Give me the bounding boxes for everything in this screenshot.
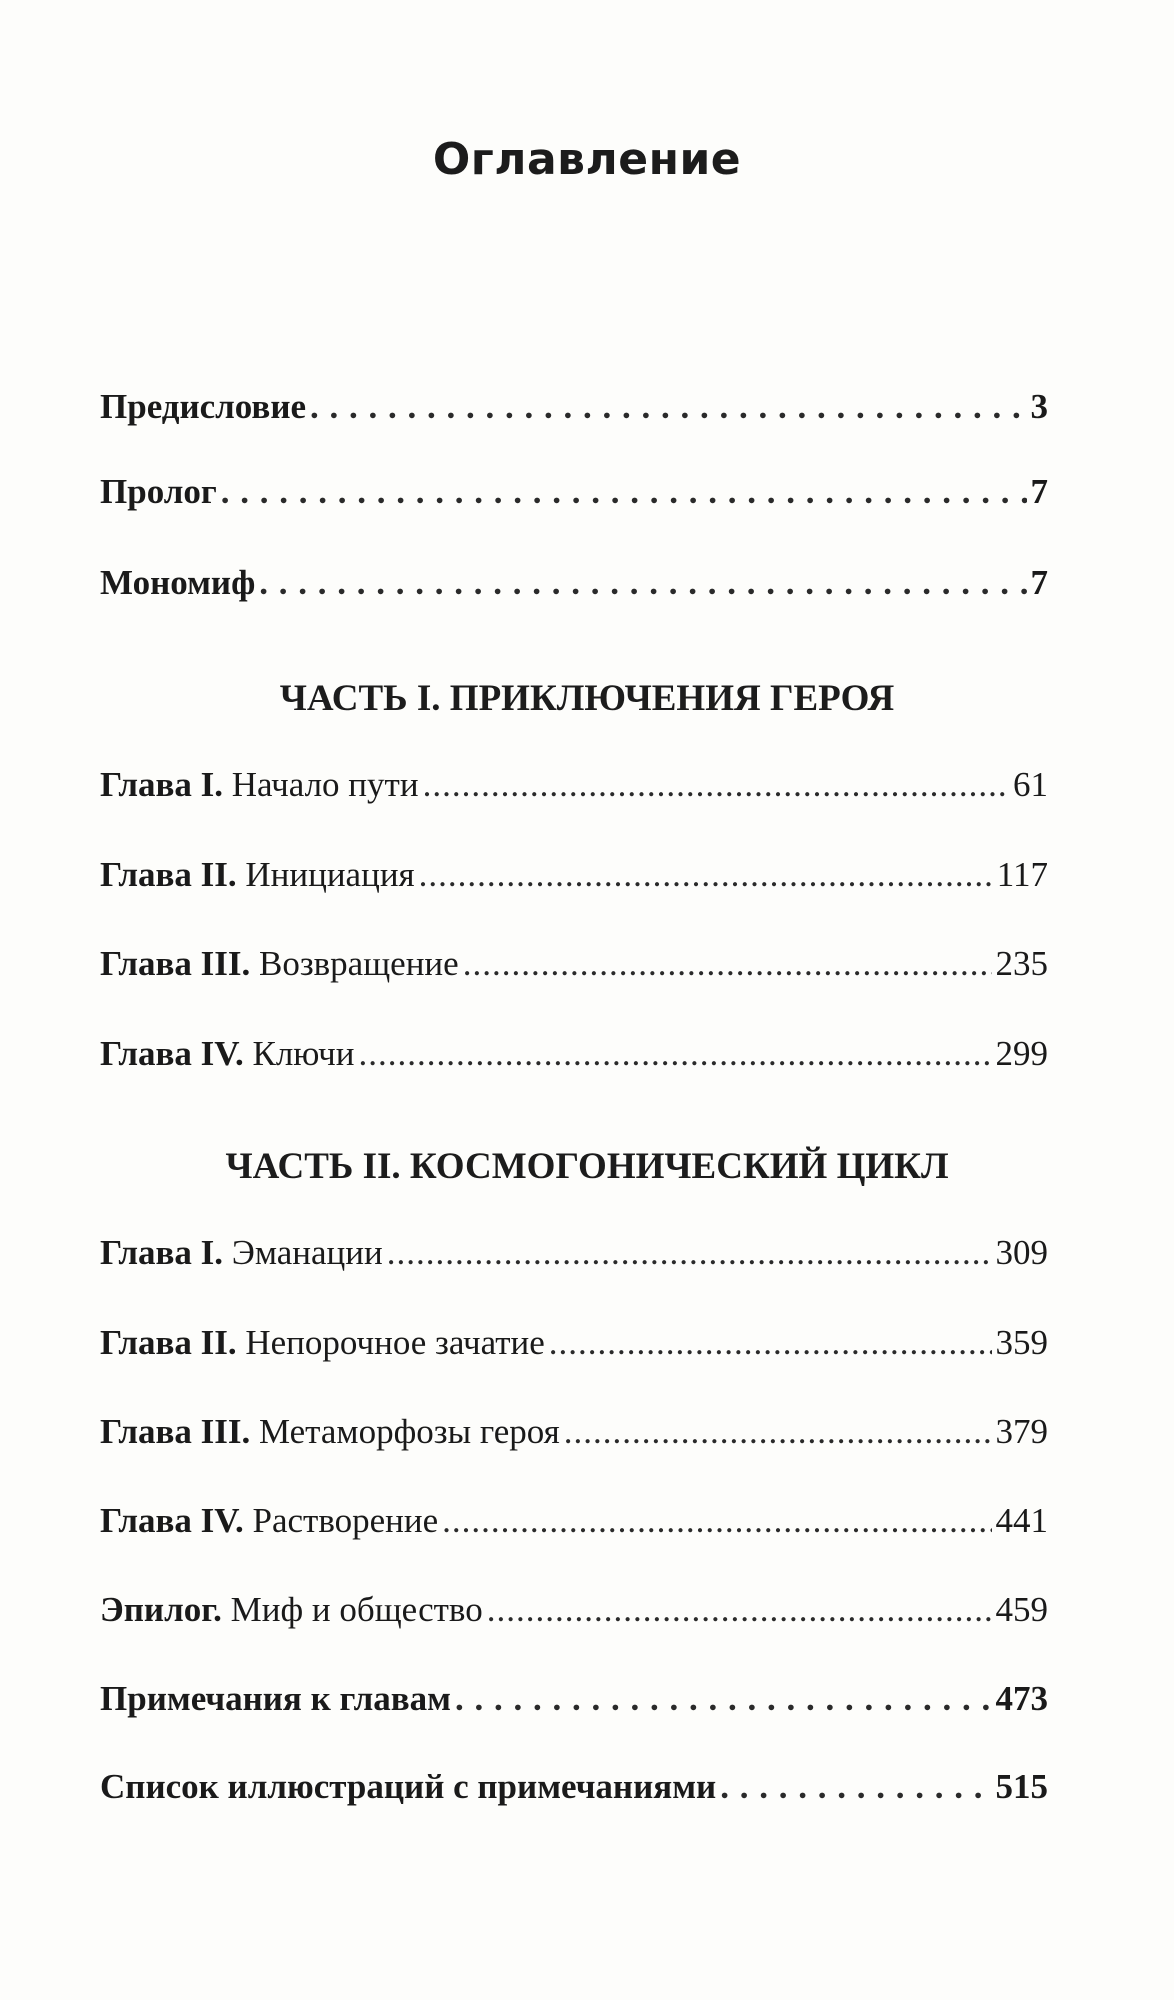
- toc-entry-page: 299: [995, 1034, 1048, 1073]
- toc-entry-part2-chapter1[interactable]: [100, 1232, 1048, 1274]
- toc-entry-label: [100, 1589, 483, 1631]
- dot-leader: [358, 1033, 991, 1075]
- toc-entry-page: 7: [1030, 472, 1048, 511]
- chapter-title: Эманации: [231, 1233, 383, 1272]
- toc-entry-page: 459: [995, 1590, 1048, 1629]
- toc-entry-page: 515: [995, 1767, 1048, 1806]
- chapter-title: Метаморфозы героя: [258, 1412, 560, 1451]
- toc-entry-label: Пролог: [100, 472, 217, 511]
- toc-entry-label: [100, 1322, 545, 1364]
- chapter-title: Ключи: [252, 1034, 355, 1073]
- toc-entry-part1-chapter2[interactable]: [100, 854, 1048, 896]
- part-heading-1: ЧАСТЬ I. ПРИКЛЮЧЕНИЯ ГЕРОЯ: [279, 678, 895, 719]
- dot-leader: [310, 386, 1026, 428]
- toc-entry-part2-chapter2[interactable]: [100, 1322, 1048, 1364]
- chapter-title: Инициация: [245, 855, 415, 894]
- toc-entry-illustrations[interactable]: [100, 1766, 1048, 1808]
- dot-leader: [463, 943, 992, 985]
- chapter-number: Глава II.: [100, 855, 237, 894]
- chapter-number: Глава II.: [100, 1323, 237, 1362]
- dot-leader: [549, 1322, 992, 1364]
- toc-entry-page: 7: [1030, 563, 1048, 602]
- toc-entry-label: [100, 1033, 354, 1075]
- toc-entry-label: Мономиф: [100, 563, 256, 602]
- toc-entry-epilogue[interactable]: [100, 1589, 1048, 1631]
- toc-entry-label: [100, 1411, 560, 1453]
- dot-leader: [442, 1500, 991, 1542]
- dot-leader: [720, 1766, 991, 1808]
- toc-entry-page: 61: [1013, 765, 1048, 804]
- toc-entry-label: Предисловие: [100, 387, 307, 426]
- toc-entry-page: 235: [995, 944, 1048, 983]
- page-title: Оглавление: [432, 134, 742, 185]
- toc-entry-monomyth[interactable]: [100, 562, 1048, 604]
- toc-entry-page: 359: [995, 1323, 1048, 1362]
- chapter-number: Глава III.: [100, 1412, 251, 1451]
- dot-leader: [259, 562, 1026, 604]
- dot-leader: [387, 1232, 992, 1274]
- toc-entry-page: 309: [995, 1233, 1048, 1272]
- epilogue-title: Миф и общество: [230, 1590, 483, 1629]
- chapter-title: Начало пути: [231, 765, 419, 804]
- toc-entry-part1-chapter3[interactable]: [100, 943, 1048, 985]
- chapter-number: Глава IV.: [100, 1034, 244, 1073]
- chapter-title: Непорочное зачатие: [245, 1323, 545, 1362]
- toc-entry-page: 441: [995, 1501, 1048, 1540]
- dot-leader: [455, 1678, 991, 1720]
- toc-entry-label: [100, 854, 415, 896]
- toc-entry-label: [100, 764, 419, 806]
- toc-entry-part1-chapter4[interactable]: [100, 1033, 1048, 1075]
- toc-entry-page: 117: [996, 855, 1048, 894]
- epilogue-label: Эпилог.: [100, 1590, 222, 1629]
- toc-entry-page: 473: [995, 1679, 1048, 1718]
- toc-entry-part2-chapter3[interactable]: [100, 1411, 1048, 1453]
- toc-entry-label: [100, 1232, 383, 1274]
- toc-entry-label: [100, 1500, 438, 1542]
- chapter-number: Глава IV.: [100, 1501, 244, 1540]
- part-heading-2: ЧАСТЬ II. КОСМОГОНИЧЕСКИЙ ЦИКЛ: [225, 1146, 949, 1187]
- chapter-number: Глава I.: [100, 1233, 223, 1272]
- toc-entry-label: Список иллюстраций с примечаниями: [100, 1767, 717, 1806]
- dot-leader: [419, 854, 993, 896]
- chapter-number: Глава III.: [100, 944, 251, 983]
- toc-entry-label: [100, 943, 459, 985]
- toc-entry-label: Примечания к главам: [100, 1679, 452, 1718]
- chapter-number: Глава I.: [100, 765, 223, 804]
- dot-leader: [487, 1589, 992, 1631]
- chapter-title: Растворение: [252, 1501, 439, 1540]
- toc-entry-chapter-notes[interactable]: [100, 1678, 1048, 1720]
- dot-leader: [221, 471, 1027, 513]
- chapter-title: Возвращение: [258, 944, 459, 983]
- toc-entry-preface[interactable]: [100, 386, 1048, 428]
- toc-entry-prologue[interactable]: [100, 471, 1048, 513]
- dot-leader: [564, 1411, 992, 1453]
- dot-leader: [423, 764, 1009, 806]
- toc-entry-page: 3: [1030, 387, 1048, 426]
- toc-entry-part1-chapter1[interactable]: [100, 764, 1048, 806]
- toc-entry-page: 379: [995, 1412, 1048, 1451]
- toc-entry-part2-chapter4[interactable]: [100, 1500, 1048, 1542]
